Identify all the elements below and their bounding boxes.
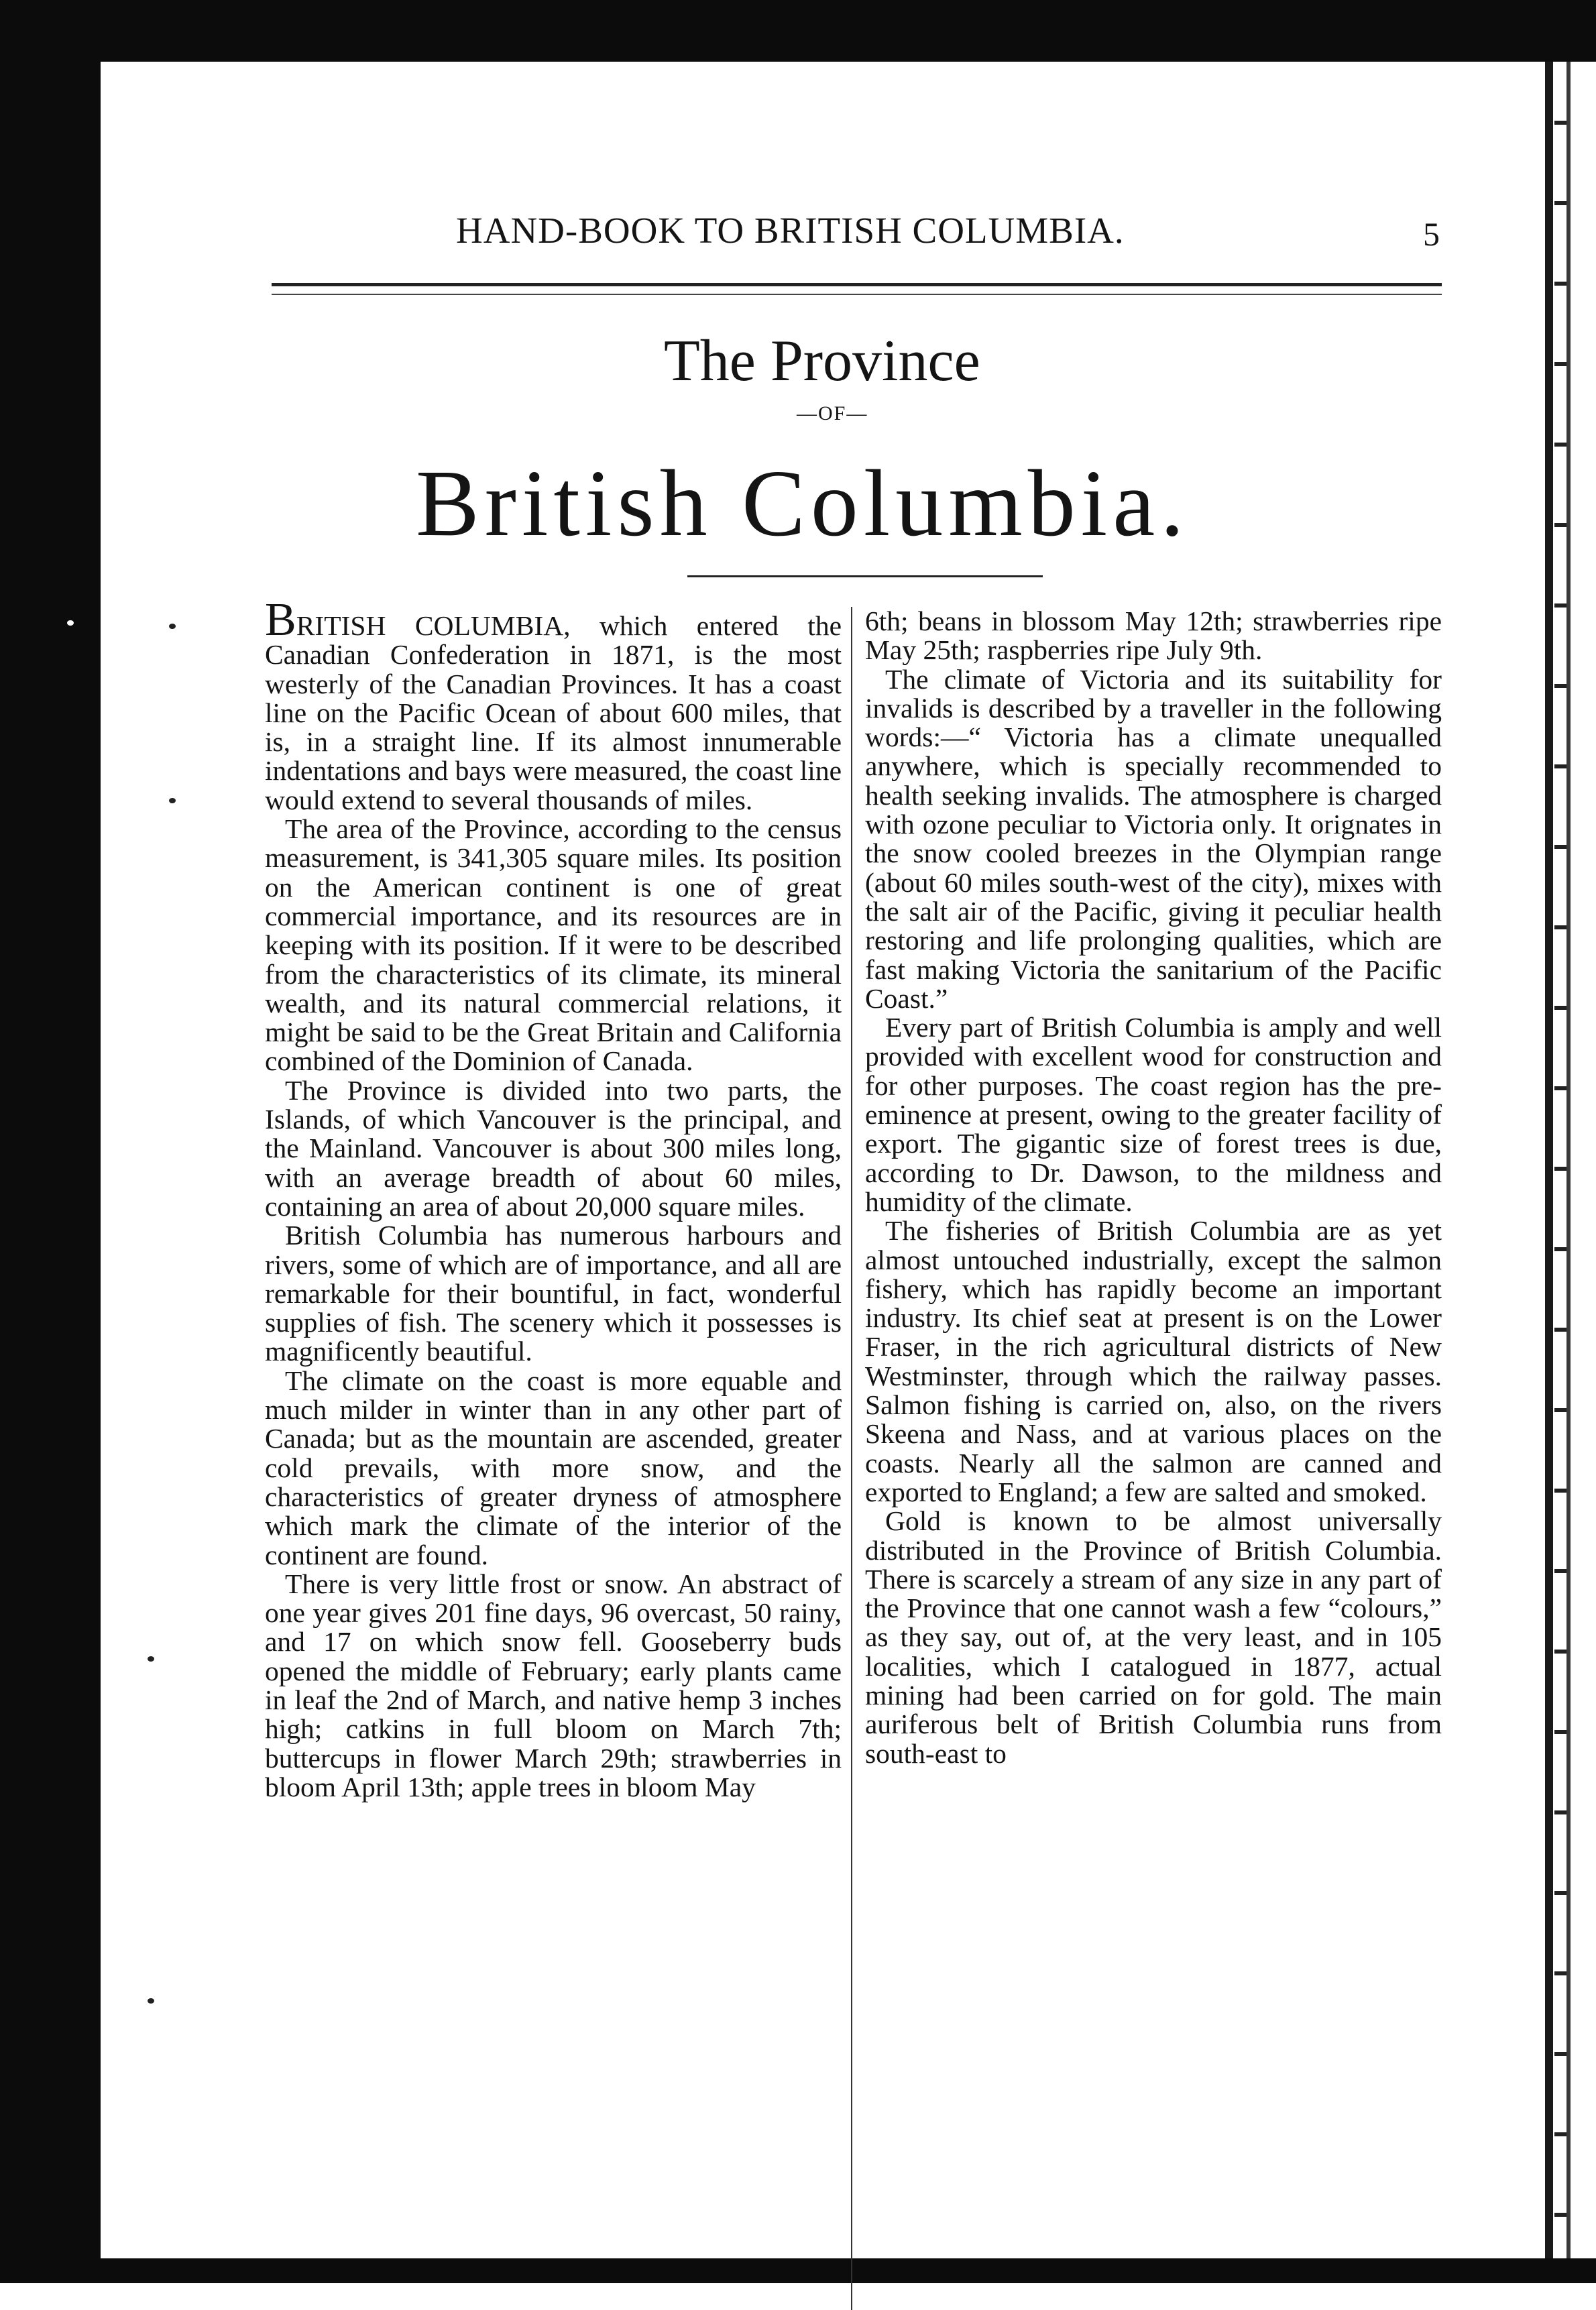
paragraph (265, 594, 842, 815)
page-number: 5 (1423, 215, 1440, 253)
text-column-right (865, 607, 1442, 1768)
paragraph: 6th; beans in blossom May 12th; strawberries ripe May 25th; raspberries ripe July 9th. (865, 605, 1442, 666)
paragraph-text: RITISH COLUMBIA, which entered the Canadian Confederation in 1871, is the most westerly of the Canadian Provinces. It has a coast line on the Pacific Ocean of about 600 miles, that is, in a straight line. If its almost innumerable indentations and bays were measured, the coast line would extend to several thousands of miles. (265, 610, 842, 815)
paragraph: Gold is known to be almost universally distributed in the Province of British Columbia. There is scarcely a stream of any size in any part of the Province that one cannot wash a few “colours,” as they say, out of, at the very least, and in 105 localities, which I catalogued in 1877, actual mining had been carried on for gold. The main auriferous belt of British Columbia runs from south-east to (865, 1505, 1442, 1769)
title-rule (687, 575, 1043, 577)
page-title-connector: —OF— (797, 402, 868, 424)
page-edge-line-outer (1566, 62, 1571, 2258)
paragraph: The climate on the coast is more equable and much milder in winter than in any other part of Canada; but as the mountain are ascended, greater cold prevails, with more snow, and the characteristics of greater dryness of atmosphere which mark the climate of the interior of the continent are found. (265, 1365, 842, 1570)
header-rule-thin (272, 294, 1442, 295)
page-edge-texture (1554, 94, 1566, 2240)
scan-speck (169, 624, 176, 629)
paragraph: The area of the Province, according to the census measurement, is 341,305 square miles. Its position on the American continent is one of great commercial importance, and its resources are in keeping with its position. If it were to be described from the characteristics of its climate, its mineral wealth, and its natural commercial relations, it might be said to be the Great Britain and California combined of the Dominion of Canada. (265, 813, 842, 1077)
paragraph: There is very little frost or snow. An abstract of one year gives 201 fine days, 96 overcast, 50 rainy, and 17 on which snow fell. Gooseberry buds opened the middle of February; early plants came in leaf the 2nd of March, and native hemp 3 inches high; catkins in full bloom on March 7th; buttercups in flower March 29th; strawberries in bloom April 13th; apple trees in bloom May (265, 1568, 842, 1802)
paragraph: The Province is divided into two parts, the Islands, of which Vancouver is the principal, and the Mainland. Vancouver is about 300 miles long, with an average breadth of about 60 miles, containing an area of about 20,000 square miles. (265, 1074, 842, 1222)
scan-speck (148, 1998, 154, 2004)
paragraph: The fisheries of British Columbia are as yet almost untouched industrially, except the salmon fishery, which has rapidly become an important industry. Its chief seat at present is on the Lower Fraser, in the rich agricultural districts of New Westminster, through which the railway passes. Salmon fishing is carried on, also, on the rivers Skeena and Nass, and at various places on the coasts. Nearly all the salmon are canned and exported to England; a few are salted and smoked. (865, 1215, 1442, 1507)
page-title-line2: British Columbia. (416, 450, 1190, 556)
scan-border-left (0, 0, 101, 2283)
drop-cap: B (265, 594, 296, 646)
paragraph: The climate of Victoria and its suitability for invalids is described by a traveller in the following words:—“ Victoria has a climate unequalled anywhere, which is specially recommended to health seeking invalids. The atmosphere is charged with ozone peculiar to Victoria only. It orignates in the snow cooled breezes in the Olympian range (about 60 miles south-west of the city), mixes with the salt air of the Pacific, giving it peculiar health restoring and life prolonging qualities, which are fast making Victoria the sanitarium of the Pacific Coast.” (865, 663, 1442, 1014)
paragraph: Every part of British Columbia is amply and well provided with excellent wood for construction and for other purposes. The coast region has the pre-eminence at present, owing to the greater facility of export. The gigantic size of forest trees is due, according to Dr. Dawson, to the mildness and humidity of the climate. (865, 1012, 1442, 1217)
header-rule (272, 283, 1442, 286)
column-divider (851, 607, 852, 2310)
page-title-line1: The Province (664, 329, 980, 394)
scan-border-top (0, 0, 1596, 62)
text-column-left (265, 594, 842, 1802)
running-title: HAND-BOOK TO BRITISH COLUMBIA. (456, 210, 1125, 251)
scan-speck (169, 798, 176, 803)
scan-border-bottom (0, 2258, 1596, 2283)
paragraph: British Columbia has numerous harbours and rivers, some of which are of importance, and all are remarkable for their bountiful, in fact, wonderful supplies of fish. The scenery which it possesses is magnificently beautiful. (265, 1220, 842, 1367)
scan-speck (67, 620, 74, 626)
page-edge-line (1545, 62, 1553, 2258)
scan-speck (148, 1656, 154, 1662)
